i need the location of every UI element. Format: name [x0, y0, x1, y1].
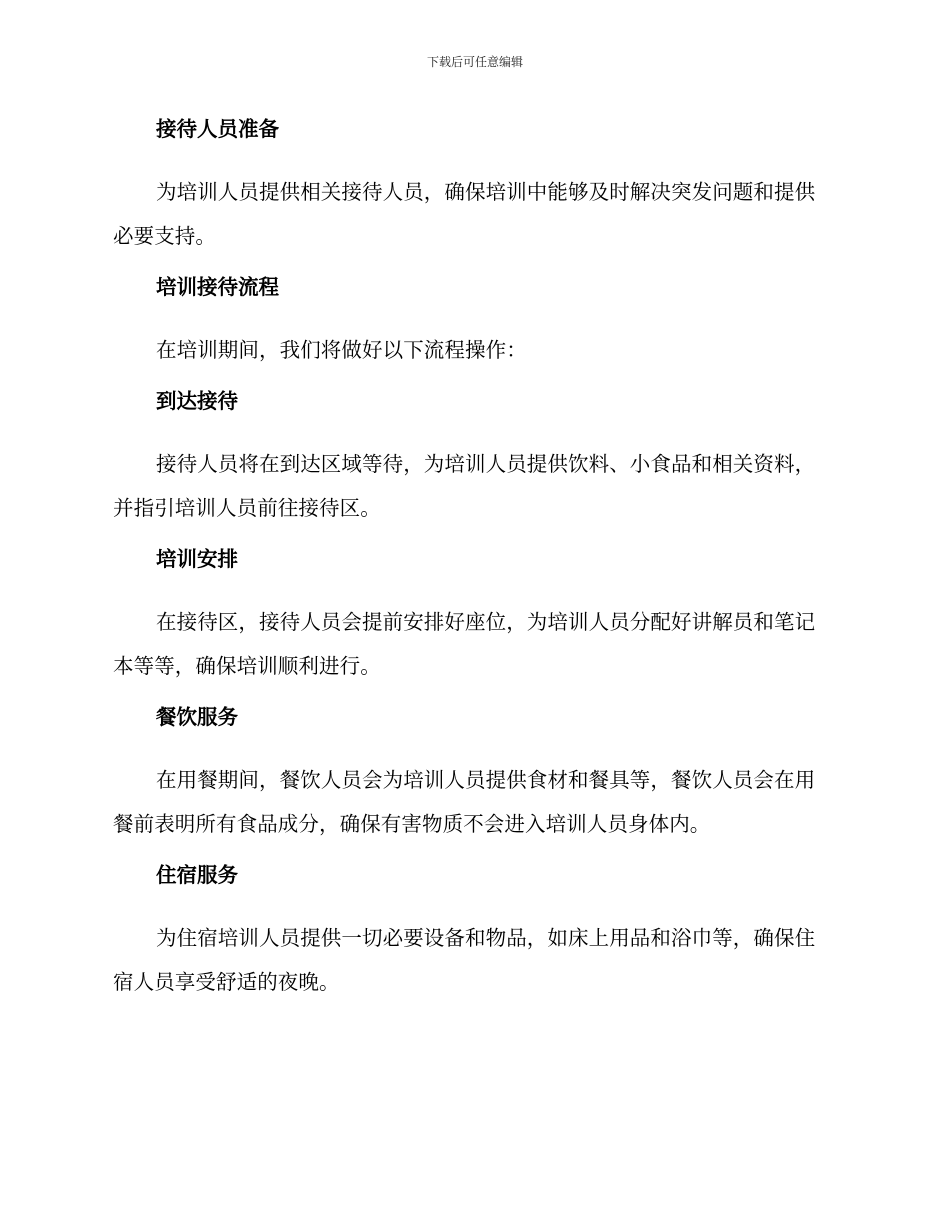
document-body — [113, 114, 833, 1004]
section-heading-catering: 餐饮服务 — [156, 705, 238, 729]
header-note: 下载后可任意编辑 — [426, 55, 523, 69]
section-text-reception-process: 在培训期间，我们将做好以下流程操作： — [156, 338, 527, 362]
section-heading-reception-process: 培训接待流程 — [156, 275, 279, 299]
section-heading-accommodation: 住宿服务 — [156, 863, 238, 887]
section-text-catering: 在用餐期间，餐饮人员会为培训人员提供食材和餐具等，餐饮人员会在用餐前表明所有食品成分，确保有害物质不会进入培训人员身体内。 — [113, 768, 816, 836]
section-text-arrival: 接待人员将在到达区域等待，为培训人员提供饮料、小食品和相关资料，并指引培训人员前往接待区。 — [113, 452, 816, 520]
section-text-accommodation: 为住宿培训人员提供一切必要设备和物品，如床上用品和浴巾等，确保住宿人员享受舒适的夜晚。 — [113, 926, 816, 994]
section-heading-training-arrangement: 培训安排 — [156, 547, 238, 571]
section-text-reception-staff: 为培训人员提供相关接待人员，确保培训中能够及时解决突发问题和提供必要支持。 — [113, 180, 816, 248]
section-heading-arrival: 到达接待 — [156, 389, 238, 413]
section-heading-reception-staff: 接待人员准备 — [156, 117, 279, 141]
section-text-training-arrangement: 在接待区，接待人员会提前安排好座位，为培训人员分配好讲解员和笔记本等等，确保培训顺利进行。 — [113, 610, 816, 678]
